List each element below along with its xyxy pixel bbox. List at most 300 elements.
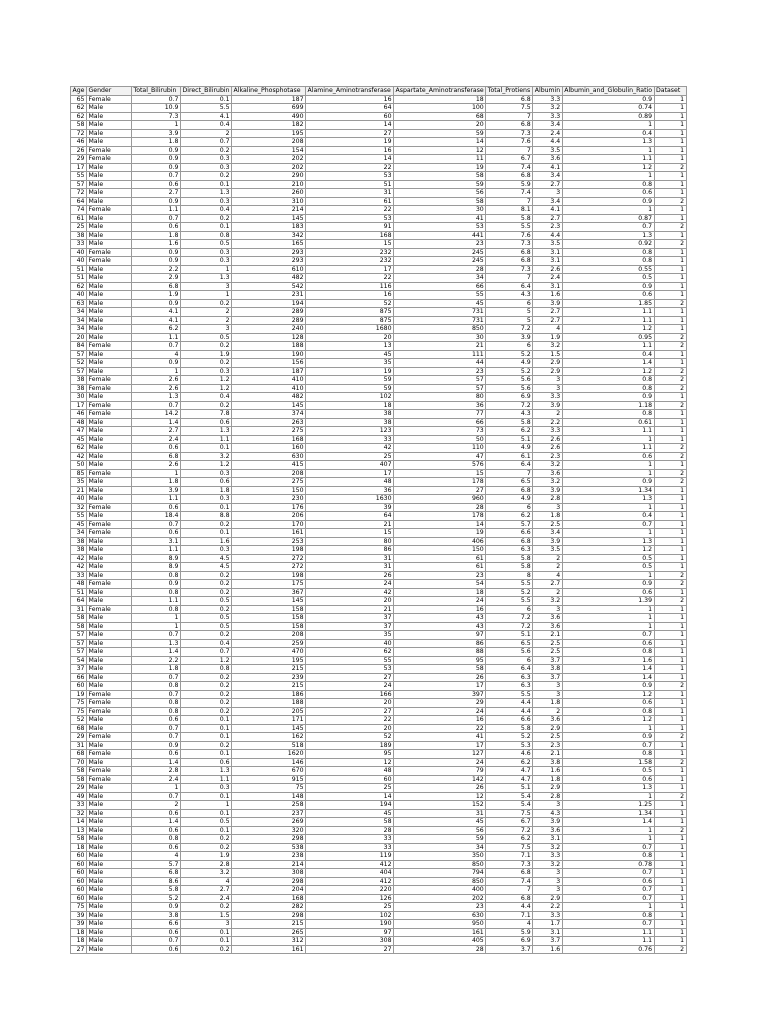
table-cell[interactable]: 2 xyxy=(654,571,686,580)
table-cell[interactable]: 17 xyxy=(71,163,87,172)
table-cell[interactable]: 0.9 xyxy=(562,95,654,104)
table-cell[interactable]: 0.89 xyxy=(562,112,654,121)
table-cell[interactable]: 21 xyxy=(306,605,394,614)
table-cell[interactable]: 4.1 xyxy=(131,308,180,317)
table-cell[interactable]: 5.2 xyxy=(131,894,180,903)
table-cell[interactable]: 0.7 xyxy=(131,792,180,801)
table-cell[interactable]: 91 xyxy=(306,223,394,232)
table-cell[interactable]: 28 xyxy=(394,265,486,274)
table-cell[interactable]: 44 xyxy=(394,359,486,368)
table-cell[interactable]: 1 xyxy=(654,257,686,266)
table-cell[interactable]: 0.8 xyxy=(131,605,180,614)
table-cell[interactable]: 1.5 xyxy=(533,350,562,359)
table-cell[interactable]: 21 xyxy=(394,342,486,351)
table-cell[interactable]: Male xyxy=(86,325,131,334)
table-cell[interactable]: 4.4 xyxy=(486,903,533,912)
table-cell[interactable]: 6.8 xyxy=(486,894,533,903)
table-cell[interactable]: 4 xyxy=(533,571,562,580)
table-cell[interactable]: 1.2 xyxy=(180,376,231,385)
table-cell[interactable]: 0.6 xyxy=(562,639,654,648)
table-cell[interactable]: 1 xyxy=(654,869,686,878)
table-cell[interactable]: 25 xyxy=(306,784,394,793)
table-cell[interactable]: 2 xyxy=(180,316,231,325)
table-cell[interactable]: 1.4 xyxy=(131,818,180,827)
table-cell[interactable]: 1.2 xyxy=(562,690,654,699)
table-cell[interactable]: 1 xyxy=(654,248,686,257)
table-cell[interactable]: 0.9 xyxy=(562,282,654,291)
table-cell[interactable]: Female xyxy=(86,529,131,538)
table-cell[interactable]: 11 xyxy=(394,155,486,164)
table-cell[interactable]: 79 xyxy=(394,767,486,776)
table-cell[interactable]: 0.5 xyxy=(562,274,654,283)
table-cell[interactable]: 1.3 xyxy=(131,393,180,402)
table-cell[interactable]: 6.3 xyxy=(486,546,533,555)
table-cell[interactable]: 62 xyxy=(306,648,394,657)
table-cell[interactable]: 4.7 xyxy=(486,767,533,776)
table-cell[interactable]: 1 xyxy=(654,537,686,546)
table-cell[interactable]: 0.5 xyxy=(180,818,231,827)
table-cell[interactable]: 2 xyxy=(654,826,686,835)
table-cell[interactable]: 2.2 xyxy=(131,265,180,274)
table-cell[interactable]: 1 xyxy=(654,435,686,444)
table-cell[interactable]: Male xyxy=(86,452,131,461)
table-cell[interactable]: 342 xyxy=(232,231,306,240)
table-cell[interactable]: Male xyxy=(86,801,131,810)
table-cell[interactable]: 37 xyxy=(71,665,87,674)
table-cell[interactable]: 6.2 xyxy=(486,512,533,521)
table-cell[interactable]: 0.7 xyxy=(131,724,180,733)
table-cell[interactable]: 1.34 xyxy=(562,486,654,495)
table-cell[interactable]: 3.3 xyxy=(533,427,562,436)
table-cell[interactable]: 116 xyxy=(306,282,394,291)
table-cell[interactable]: 146 xyxy=(232,758,306,767)
table-cell[interactable]: 1 xyxy=(654,775,686,784)
table-cell[interactable]: 3.8 xyxy=(533,665,562,674)
table-cell[interactable]: 1 xyxy=(654,350,686,359)
table-cell[interactable]: 97 xyxy=(306,928,394,937)
table-cell[interactable]: 1 xyxy=(562,605,654,614)
table-cell[interactable]: 23 xyxy=(394,240,486,249)
table-cell[interactable]: 7.4 xyxy=(486,189,533,198)
table-cell[interactable]: 1 xyxy=(654,622,686,631)
table-cell[interactable]: 1.4 xyxy=(131,648,180,657)
table-cell[interactable]: 2 xyxy=(654,401,686,410)
table-cell[interactable]: 38 xyxy=(71,231,87,240)
table-cell[interactable]: 0.6 xyxy=(562,699,654,708)
table-cell[interactable]: 57 xyxy=(71,639,87,648)
table-cell[interactable]: 190 xyxy=(306,920,394,929)
table-cell[interactable]: 0.6 xyxy=(562,291,654,300)
table-cell[interactable]: 7 xyxy=(486,274,533,283)
table-cell[interactable]: 142 xyxy=(394,775,486,784)
table-cell[interactable]: 4.6 xyxy=(486,750,533,759)
table-cell[interactable]: 1 xyxy=(654,410,686,419)
table-cell[interactable]: Male xyxy=(86,512,131,521)
table-cell[interactable]: 0.78 xyxy=(562,860,654,869)
table-cell[interactable]: 4.5 xyxy=(180,554,231,563)
table-cell[interactable]: 39 xyxy=(306,503,394,512)
table-cell[interactable]: 3.6 xyxy=(533,826,562,835)
table-cell[interactable]: 16 xyxy=(306,95,394,104)
table-cell[interactable]: 29 xyxy=(71,155,87,164)
table-cell[interactable]: 1 xyxy=(654,95,686,104)
table-cell[interactable]: 3.4 xyxy=(533,529,562,538)
table-cell[interactable]: 2.7 xyxy=(131,427,180,436)
table-cell[interactable]: 298 xyxy=(232,835,306,844)
table-cell[interactable]: 97 xyxy=(394,631,486,640)
table-cell[interactable]: 1 xyxy=(654,138,686,147)
table-cell[interactable]: Male xyxy=(86,920,131,929)
table-cell[interactable]: 0.9 xyxy=(131,359,180,368)
table-cell[interactable]: 5.8 xyxy=(486,418,533,427)
table-cell[interactable]: 48 xyxy=(71,418,87,427)
table-cell[interactable]: 0.61 xyxy=(562,418,654,427)
table-cell[interactable]: Male xyxy=(86,622,131,631)
table-cell[interactable]: 960 xyxy=(394,495,486,504)
table-cell[interactable]: 0.6 xyxy=(131,843,180,852)
column-header[interactable]: Albumin xyxy=(534,87,561,94)
table-cell[interactable]: 310 xyxy=(232,197,306,206)
table-cell[interactable]: 57 xyxy=(71,350,87,359)
table-cell[interactable]: 66 xyxy=(394,418,486,427)
table-cell[interactable]: 0.9 xyxy=(131,197,180,206)
table-cell[interactable]: 54 xyxy=(71,656,87,665)
table-cell[interactable]: 2 xyxy=(654,792,686,801)
table-cell[interactable]: 1 xyxy=(654,614,686,623)
table-cell[interactable]: 161 xyxy=(232,529,306,538)
table-cell[interactable]: 58 xyxy=(71,614,87,623)
table-cell[interactable]: 3 xyxy=(533,189,562,198)
table-cell[interactable]: Male xyxy=(86,163,131,172)
table-cell[interactable]: 15 xyxy=(306,240,394,249)
table-cell[interactable]: 75 xyxy=(71,903,87,912)
table-cell[interactable]: 875 xyxy=(306,316,394,325)
table-cell[interactable]: 4.1 xyxy=(131,316,180,325)
table-cell[interactable]: 2.8 xyxy=(131,767,180,776)
table-cell[interactable]: 47 xyxy=(71,427,87,436)
table-cell[interactable]: 12 xyxy=(394,792,486,801)
table-cell[interactable]: 1.9 xyxy=(180,350,231,359)
table-cell[interactable]: 410 xyxy=(232,384,306,393)
table-cell[interactable]: 60 xyxy=(71,860,87,869)
table-cell[interactable]: 162 xyxy=(232,733,306,742)
table-cell[interactable]: 60 xyxy=(71,877,87,886)
table-cell[interactable]: 31 xyxy=(306,189,394,198)
table-cell[interactable]: Male xyxy=(86,138,131,147)
table-cell[interactable]: 1 xyxy=(654,172,686,181)
table-cell[interactable]: 6.5 xyxy=(486,639,533,648)
table-cell[interactable]: 145 xyxy=(232,401,306,410)
table-cell[interactable]: 0.8 xyxy=(131,707,180,716)
table-cell[interactable]: 3.9 xyxy=(533,537,562,546)
table-cell[interactable]: 5.5 xyxy=(180,104,231,113)
table-cell[interactable]: 52 xyxy=(71,716,87,725)
table-cell[interactable]: 2 xyxy=(654,333,686,342)
table-cell[interactable]: Female xyxy=(86,520,131,529)
table-cell[interactable]: 68 xyxy=(71,724,87,733)
table-cell[interactable]: 0.55 xyxy=(562,265,654,274)
table-cell[interactable]: 1.6 xyxy=(533,945,562,954)
table-cell[interactable]: 3.2 xyxy=(180,452,231,461)
table-cell[interactable]: 0.3 xyxy=(180,248,231,257)
table-cell[interactable]: 14 xyxy=(71,818,87,827)
table-cell[interactable]: 1.1 xyxy=(131,495,180,504)
table-cell[interactable]: 176 xyxy=(232,503,306,512)
table-cell[interactable]: 7.6 xyxy=(486,138,533,147)
table-cell[interactable]: 52 xyxy=(71,359,87,368)
table-cell[interactable]: Male xyxy=(86,673,131,682)
table-cell[interactable]: 1 xyxy=(654,486,686,495)
table-cell[interactable]: Female xyxy=(86,248,131,257)
table-cell[interactable]: 208 xyxy=(232,138,306,147)
table-cell[interactable]: 298 xyxy=(232,911,306,920)
table-cell[interactable]: 1 xyxy=(654,529,686,538)
table-cell[interactable]: 48 xyxy=(306,478,394,487)
table-cell[interactable]: 5.3 xyxy=(486,741,533,750)
table-cell[interactable]: Male xyxy=(86,639,131,648)
table-cell[interactable]: 27 xyxy=(306,129,394,138)
table-cell[interactable]: 258 xyxy=(232,801,306,810)
table-cell[interactable]: 1 xyxy=(562,614,654,623)
table-cell[interactable]: 1 xyxy=(654,325,686,334)
table-cell[interactable]: 62 xyxy=(71,104,87,113)
table-cell[interactable]: 0.8 xyxy=(562,911,654,920)
table-cell[interactable]: 0.7 xyxy=(131,937,180,946)
table-cell[interactable]: 0.1 xyxy=(180,809,231,818)
table-cell[interactable]: 0.9 xyxy=(131,741,180,750)
table-cell[interactable]: 72 xyxy=(71,129,87,138)
table-cell[interactable]: 57 xyxy=(71,180,87,189)
table-cell[interactable]: 190 xyxy=(232,350,306,359)
table-cell[interactable]: 14 xyxy=(394,520,486,529)
table-cell[interactable]: 166 xyxy=(306,690,394,699)
table-cell[interactable]: 4.1 xyxy=(180,112,231,121)
column-header[interactable]: Alamine_Aminotransferase xyxy=(306,87,394,96)
table-cell[interactable]: 13 xyxy=(71,826,87,835)
table-cell[interactable]: 1.3 xyxy=(562,784,654,793)
table-cell[interactable]: Male xyxy=(86,427,131,436)
table-cell[interactable]: Female xyxy=(86,699,131,708)
table-cell[interactable]: 8.8 xyxy=(180,512,231,521)
table-cell[interactable]: 23 xyxy=(394,367,486,376)
table-cell[interactable]: 0.9 xyxy=(131,299,180,308)
table-cell[interactable]: 36 xyxy=(394,401,486,410)
table-cell[interactable]: 168 xyxy=(232,435,306,444)
table-cell[interactable]: 1.9 xyxy=(533,333,562,342)
table-cell[interactable]: 6.2 xyxy=(131,325,180,334)
table-cell[interactable]: 4.9 xyxy=(486,495,533,504)
table-cell[interactable]: 20 xyxy=(71,333,87,342)
table-cell[interactable]: 45 xyxy=(71,435,87,444)
table-cell[interactable]: 5 xyxy=(486,316,533,325)
table-cell[interactable]: 3.6 xyxy=(533,155,562,164)
table-cell[interactable]: Male xyxy=(86,758,131,767)
table-cell[interactable]: 14 xyxy=(306,121,394,130)
table-cell[interactable]: Male xyxy=(86,894,131,903)
table-cell[interactable]: 1 xyxy=(654,648,686,657)
table-cell[interactable]: 3.9 xyxy=(533,818,562,827)
table-cell[interactable]: 237 xyxy=(232,809,306,818)
table-cell[interactable]: Male xyxy=(86,435,131,444)
table-cell[interactable]: 0.9 xyxy=(131,163,180,172)
table-cell[interactable]: 165 xyxy=(232,240,306,249)
table-cell[interactable]: 3.7 xyxy=(533,937,562,946)
table-cell[interactable]: 8.9 xyxy=(131,563,180,572)
table-cell[interactable]: 0.7 xyxy=(562,886,654,895)
table-cell[interactable]: 1.6 xyxy=(533,291,562,300)
table-cell[interactable]: 214 xyxy=(232,206,306,215)
table-cell[interactable]: 1 xyxy=(654,605,686,614)
table-cell[interactable]: 0.2 xyxy=(180,631,231,640)
table-cell[interactable]: 0.7 xyxy=(562,520,654,529)
table-cell[interactable]: 150 xyxy=(394,546,486,555)
table-cell[interactable]: 260 xyxy=(232,189,306,198)
table-cell[interactable]: Female xyxy=(86,384,131,393)
table-cell[interactable]: 182 xyxy=(232,121,306,130)
table-cell[interactable]: 0.1 xyxy=(180,733,231,742)
table-cell[interactable]: 215 xyxy=(232,665,306,674)
table-cell[interactable]: 170 xyxy=(232,520,306,529)
table-cell[interactable]: 259 xyxy=(232,639,306,648)
table-cell[interactable]: 51 xyxy=(71,265,87,274)
table-cell[interactable]: 1 xyxy=(654,860,686,869)
table-cell[interactable]: 58 xyxy=(394,665,486,674)
table-cell[interactable]: 470 xyxy=(232,648,306,657)
table-cell[interactable]: 1 xyxy=(654,206,686,215)
table-cell[interactable]: 2 xyxy=(654,580,686,589)
table-cell[interactable]: 33 xyxy=(306,843,394,852)
table-cell[interactable]: 123 xyxy=(306,427,394,436)
table-cell[interactable]: 13 xyxy=(306,342,394,351)
table-cell[interactable]: 80 xyxy=(394,393,486,402)
table-cell[interactable]: 6.4 xyxy=(486,282,533,291)
table-cell[interactable]: 189 xyxy=(306,741,394,750)
table-cell[interactable]: 2.4 xyxy=(131,435,180,444)
table-cell[interactable]: 1 xyxy=(654,129,686,138)
table-cell[interactable]: 88 xyxy=(394,648,486,657)
table-cell[interactable]: 194 xyxy=(232,299,306,308)
table-cell[interactable]: 1 xyxy=(654,265,686,274)
table-cell[interactable]: 1.1 xyxy=(562,937,654,946)
table-cell[interactable]: 542 xyxy=(232,282,306,291)
table-cell[interactable]: 1.18 xyxy=(562,401,654,410)
table-cell[interactable]: 2.7 xyxy=(533,308,562,317)
table-cell[interactable]: 4.4 xyxy=(486,707,533,716)
table-cell[interactable]: 0.2 xyxy=(180,342,231,351)
table-cell[interactable]: 158 xyxy=(232,622,306,631)
table-cell[interactable]: 0.7 xyxy=(131,520,180,529)
table-cell[interactable]: 1.58 xyxy=(562,758,654,767)
table-cell[interactable]: 61 xyxy=(394,563,486,572)
table-cell[interactable]: 0.4 xyxy=(180,639,231,648)
table-cell[interactable]: Male xyxy=(86,903,131,912)
table-cell[interactable]: 0.4 xyxy=(180,393,231,402)
table-cell[interactable]: 0.1 xyxy=(180,724,231,733)
table-cell[interactable]: 1 xyxy=(654,665,686,674)
column-header[interactable]: Total_Protiens xyxy=(486,87,533,96)
table-cell[interactable]: 6 xyxy=(486,342,533,351)
table-cell[interactable]: 6.8 xyxy=(131,869,180,878)
table-cell[interactable]: 0.3 xyxy=(180,784,231,793)
table-cell[interactable]: 1 xyxy=(654,461,686,470)
table-cell[interactable]: 28 xyxy=(394,945,486,954)
table-cell[interactable]: 0.8 xyxy=(131,682,180,691)
table-cell[interactable]: 1.3 xyxy=(562,138,654,147)
table-cell[interactable]: 6 xyxy=(486,656,533,665)
table-cell[interactable]: 35 xyxy=(306,631,394,640)
table-cell[interactable]: 0.6 xyxy=(562,877,654,886)
table-cell[interactable]: 1 xyxy=(562,503,654,512)
table-cell[interactable]: 51 xyxy=(306,180,394,189)
table-cell[interactable]: 3 xyxy=(533,869,562,878)
table-cell[interactable]: Female xyxy=(86,605,131,614)
column-header[interactable]: Total_Bilirubin xyxy=(131,87,180,96)
table-cell[interactable]: Male xyxy=(86,172,131,181)
table-cell[interactable]: 1 xyxy=(654,214,686,223)
table-cell[interactable]: 1 xyxy=(562,121,654,130)
table-cell[interactable]: 4.3 xyxy=(486,410,533,419)
table-cell[interactable]: 0.7 xyxy=(180,648,231,657)
table-cell[interactable]: 1 xyxy=(654,673,686,682)
table-cell[interactable]: Male xyxy=(86,367,131,376)
table-cell[interactable]: 1 xyxy=(562,622,654,631)
table-cell[interactable]: 6.8 xyxy=(486,486,533,495)
table-cell[interactable]: 0.7 xyxy=(562,843,654,852)
table-cell[interactable]: 1 xyxy=(654,707,686,716)
table-cell[interactable]: 15 xyxy=(394,469,486,478)
table-cell[interactable]: 2.1 xyxy=(533,750,562,759)
table-cell[interactable]: 158 xyxy=(232,614,306,623)
table-cell[interactable]: 3.1 xyxy=(533,282,562,291)
table-cell[interactable]: 3.3 xyxy=(533,393,562,402)
table-cell[interactable]: 34 xyxy=(71,308,87,317)
table-cell[interactable]: 2.4 xyxy=(533,274,562,283)
table-cell[interactable]: 52 xyxy=(306,299,394,308)
table-cell[interactable]: 5.9 xyxy=(486,180,533,189)
table-cell[interactable]: 41 xyxy=(394,733,486,742)
table-cell[interactable]: 2.7 xyxy=(533,316,562,325)
table-cell[interactable]: 58 xyxy=(71,622,87,631)
table-cell[interactable]: 0.3 xyxy=(180,257,231,266)
table-cell[interactable]: 4 xyxy=(533,325,562,334)
table-cell[interactable]: Male xyxy=(86,682,131,691)
table-cell[interactable]: 5.5 xyxy=(486,580,533,589)
table-cell[interactable]: 2 xyxy=(654,758,686,767)
table-cell[interactable]: 7.2 xyxy=(486,401,533,410)
table-cell[interactable]: Female xyxy=(86,95,131,104)
table-cell[interactable]: 1.2 xyxy=(562,163,654,172)
table-cell[interactable]: 0.9 xyxy=(562,478,654,487)
table-cell[interactable]: Male xyxy=(86,461,131,470)
table-cell[interactable]: 0.2 xyxy=(180,690,231,699)
table-cell[interactable]: Female xyxy=(86,342,131,351)
table-cell[interactable]: 1 xyxy=(654,928,686,937)
table-cell[interactable]: 46 xyxy=(71,410,87,419)
table-cell[interactable]: 145 xyxy=(232,214,306,223)
table-cell[interactable]: 0.95 xyxy=(562,333,654,342)
table-cell[interactable]: 95 xyxy=(394,656,486,665)
table-cell[interactable]: Female xyxy=(86,410,131,419)
table-cell[interactable]: 183 xyxy=(232,223,306,232)
table-cell[interactable]: 915 xyxy=(232,775,306,784)
table-cell[interactable]: 1.9 xyxy=(180,852,231,861)
table-cell[interactable]: 48 xyxy=(71,580,87,589)
table-cell[interactable]: 42 xyxy=(71,554,87,563)
table-cell[interactable]: 3.6 xyxy=(533,614,562,623)
table-cell[interactable]: 186 xyxy=(232,690,306,699)
table-cell[interactable]: 0.6 xyxy=(131,529,180,538)
table-cell[interactable]: 0.8 xyxy=(562,248,654,257)
